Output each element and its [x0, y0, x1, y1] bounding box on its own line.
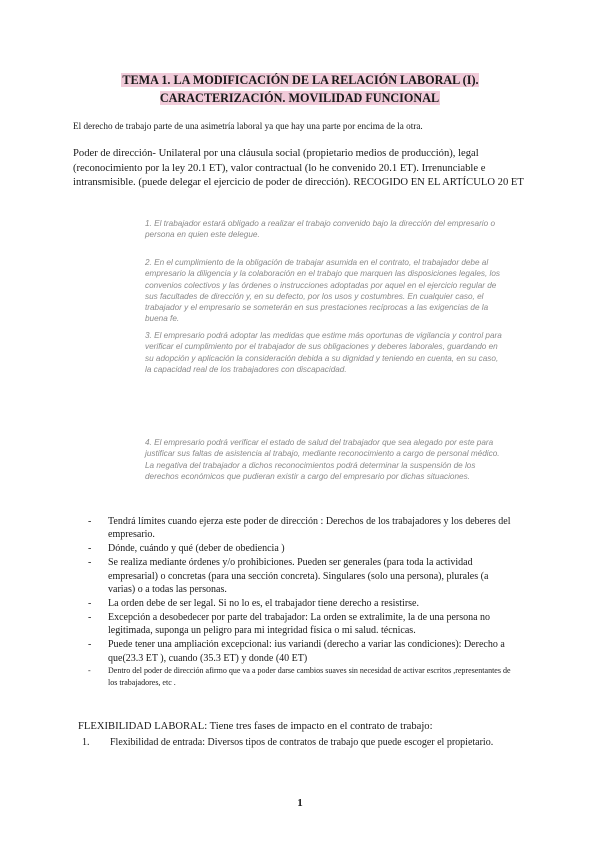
flexibilidad-heading: FLEXIBILIDAD LABORAL: Tiene tres fases de impacto en el contrato de trabajo:: [78, 721, 433, 732]
articulo-20-paragraph-2: 2. En el cumplimiento de la obligación de trabajar asumida en el contrato, el trabajador debe al empresario la diligencia y la colaboración en el trabajo que marquen las disposiciones legales, los convenios colectivos y las órdenes o instrucciones adoptadas por aquel en el ejercicio regular de sus facultades de dirección y, en su defecto, por los usos y costumbres. En cualquier caso, el trabajador y el empresario se someterán en sus prestaciones recíprocas a las exigencias de la buena fe.: [145, 258, 500, 324]
list-item-text: Excepción a desobedecer por parte del trabajador: La orden se extralimite, la de una persona no legitimada, suponga un peligro para mi integridad física o mi salud. técnicas.: [108, 611, 491, 637]
bullet-marker: -: [88, 639, 92, 651]
numbered-list: [82, 736, 522, 750]
bullet-marker: -: [88, 543, 92, 555]
list-item: [85, 515, 515, 542]
list-item: [85, 638, 515, 665]
list-item: [85, 556, 515, 596]
page-title-text: TEMA 1. LA MODIFICACIÓN DE LA RELACIÓN LABORAL (I). CARACTERIZACIÓN. MOVILIDAD FUNCIONAL: [122, 73, 479, 105]
list-item: [85, 542, 515, 555]
poder-direccion-paragraph: Poder de dirección- Unilateral por una cláusula social (propietario medios de producción), legal (reconocimiento por la ley 20.1 ET), valor contractual (lo he convenido 20.1 ET). Irrenunciable e intransmisible. (puede delegar el ejercicio de poder de dirección). RECOGIDO EN EL ARTÍCULO 20 ET: [73, 148, 524, 189]
list-item-text: Puede tener una ampliación excepcional: ius variandi (derecho a variar las condiciones): Derecho a que(23.3 ET ), cuando (35.3 ET) y donde (40 ET): [108, 639, 505, 664]
list-item: [85, 597, 515, 610]
list-item-text: Se realiza mediante órdenes y/o prohibiciones. Pueden ser generales (para toda la actividad empresarial) o concretas (para una sección concreta). Singulares (solo una persona), plurales (a varias) o a todas las personas.: [108, 557, 489, 596]
numbered-list-item: [82, 736, 522, 750]
bullet-marker: -: [88, 557, 92, 569]
intro-paragraph: El derecho de trabajo parte de una asimetría laboral ya que hay una parte por encima de la otra.: [73, 121, 423, 131]
page-title: [120, 71, 480, 107]
bullet-marker: -: [88, 666, 91, 676]
bullet-marker: -: [88, 597, 92, 609]
articulo-20-paragraph-1: 1. El trabajador estará obligado a realizar el trabajo convenido bajo la dirección del empresario o persona en quien este delegue.: [145, 219, 495, 240]
list-item-text: Dónde, cuándo y qué (deber de obediencia ): [108, 543, 285, 555]
bullet-marker: -: [88, 516, 92, 527]
list-item: [85, 665, 515, 688]
articulo-20-paragraph-3: 3. El empresario podrá adoptar las medidas que estime más oportunas de vigilancia y control para verificar el cumplimiento por el trabajador de sus obligaciones y deberes laborales, guardando en su adopción y aplicación la consideración debida a su dignidad y teniendo en cuenta, en su caso, la capacidad real de los trabajadores con discapacidad.: [145, 331, 502, 374]
bullet-list: [85, 515, 515, 689]
bullet-marker: -: [88, 611, 92, 623]
articulo-20-paragraph-4: 4. El empresario podrá verificar el estado de salud del trabajador que sea alegado por este para justificar sus faltas de asistencia al trabajo, mediante reconocimiento a cargo de personal médico. La negativa del trabajador a dichos reconocimientos podrá determinar la suspensión de los derechos económicos que pudieran existir a cargo del empresario por dichas situaciones.: [145, 438, 500, 481]
list-item-text: Dentro del poder de dirección afirmo que va a poder darse cambios suaves sin necesidad de activar escritos ,representantes de los trabajadores, etc .: [108, 666, 511, 687]
page-number: 1: [297, 797, 303, 809]
list-item: [85, 611, 515, 638]
item-number: 1.: [82, 737, 90, 748]
list-item-text: La orden debe de ser legal. Si no lo es, el trabajador tiene derecho a resistirse.: [108, 597, 419, 609]
numbered-item-text: Flexibilidad de entrada: Diversos tipos de contratos de trabajo que puede escoger el propietario.: [110, 737, 494, 748]
list-item-text: Tendrá límites cuando ejerza este poder de dirección : Derechos de los trabajadores y los deberes del empresario.: [108, 516, 511, 541]
